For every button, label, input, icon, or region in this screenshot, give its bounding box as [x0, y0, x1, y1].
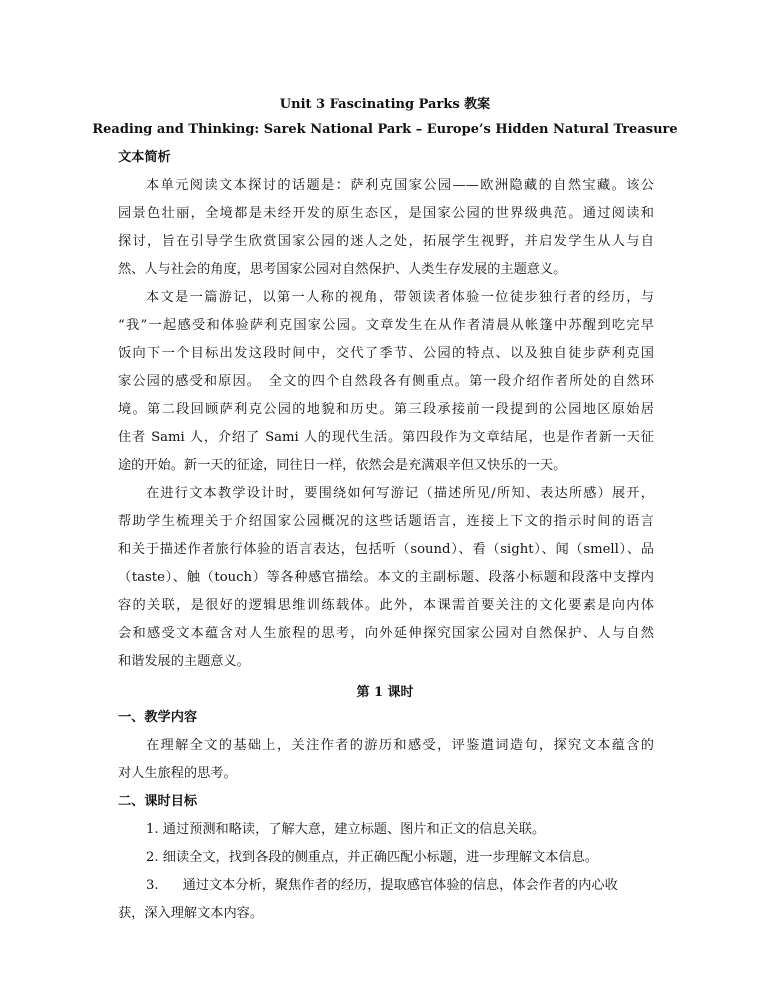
paragraph-line: 境。第二段回顾萨利克公园的地貌和历史。第三段承接前一段提到的公园地区原始居	[118, 402, 654, 417]
section-heading-content: 一、教学内容	[118, 710, 198, 725]
paragraph-line: 然、人与社会的角度，思考国家公园对自然保护、人类生存发展的主题意义。	[118, 262, 567, 277]
paragraph-line: 会和感受文本蕴含对人生旅程的思考，向外延伸探究国家公园对自然保护、人与自然	[118, 626, 654, 641]
goal-item-3-number: 3.	[146, 878, 159, 893]
document-title: Unit 3 Fascinating Parks 教案	[279, 97, 491, 112]
paragraph-line: 本文是一篇游记，以第一人称的视角，带领读者体验一位徒步独行者的经历，与	[146, 290, 654, 305]
paragraph-line: （taste）、触（touch）等各种感官描绘。本文的主副标题、段落小标题和段落中支撑内	[118, 570, 654, 585]
goal-item-3	[146, 872, 654, 900]
paragraph-line: 和谐发展的主题意义。	[118, 654, 250, 669]
paragraph-line: 在理解全文的基础上，关注作者的游历和感受，评鉴遣词造句，探究文本蕴含的	[146, 738, 654, 753]
paragraph-line: 和关于描述作者旅行体验的语言表达，包括听（sound）、看（sight）、闻（smell）、品	[118, 542, 654, 557]
goal-item-3-continuation: 获，深入理解文本内容。	[118, 906, 264, 921]
paragraph-line: 在进行文本教学设计时，要围绕如何写游记（描述所见/所知、表达所感）展开，	[146, 486, 654, 501]
lesson-title: 第 1 课时	[356, 685, 414, 700]
paragraph-line: 住者 Sami 人，介绍了 Sami 人的现代生活。第四段作为文章结尾，也是作者新一天征	[118, 430, 654, 445]
paragraph-line: 途的开始。新一天的征途，同往日一样，依然会是充满艰辛但又快乐的一天。	[118, 458, 567, 473]
section-heading-intro: 文本简析	[118, 150, 171, 165]
goal-item-2: 2. 细读全文，找到各段的侧重点，并正确匹配小标题，进一步理解文本信息。	[146, 850, 598, 865]
paragraph-line: 容的关联，是很好的逻辑思维训练载体。此外，本课需首要关注的文化要素是向内体	[118, 598, 654, 613]
paragraph-line: 本单元阅读文本探讨的话题是：萨利克国家公园——欧洲隐藏的自然宝藏。该公	[146, 178, 654, 193]
section-heading-goals: 二、课时目标	[118, 794, 198, 809]
paragraph-line: 饭向下一个目标出发这段时间中，交代了季节、公园的特点、以及独自徒步萨利克国	[118, 346, 654, 361]
paragraph-line: 对人生旅程的思考。	[118, 766, 237, 781]
paragraph-line: 园景色壮丽，全境都是未经开发的原生态区，是国家公园的世界级典范。通过阅读和	[118, 206, 654, 221]
goal-item-1: 1. 通过预测和略读，了解大意，建立标题、图片和正文的信息关联。	[146, 822, 546, 837]
paragraph-line: “我”一起感受和体验萨利克国家公园。文章发生在从作者清晨从帐篷中苏醒到吃完早	[118, 318, 654, 333]
paragraph-line: 家公园的感受和原因。 全文的四个自然段各有侧重点。第一段介绍作者所处的自然环	[118, 374, 654, 389]
document-subtitle: Reading and Thinking: Sarek National Park – Europe’s Hidden Natural Treasure	[92, 122, 678, 137]
paragraph-line: 探讨，旨在引导学生欣赏国家公园的迷人之处，拓展学生视野，并启发学生从人与自	[118, 234, 654, 249]
paragraph-line: 帮助学生梳理关于介绍国家公园概况的这些话题语言，连接上下文的指示时间的语言	[118, 514, 654, 529]
goal-item-3-text: 通过文本分析，聚焦作者的经历，提取感官体验的信息，体会作者的内心收	[182, 878, 618, 893]
